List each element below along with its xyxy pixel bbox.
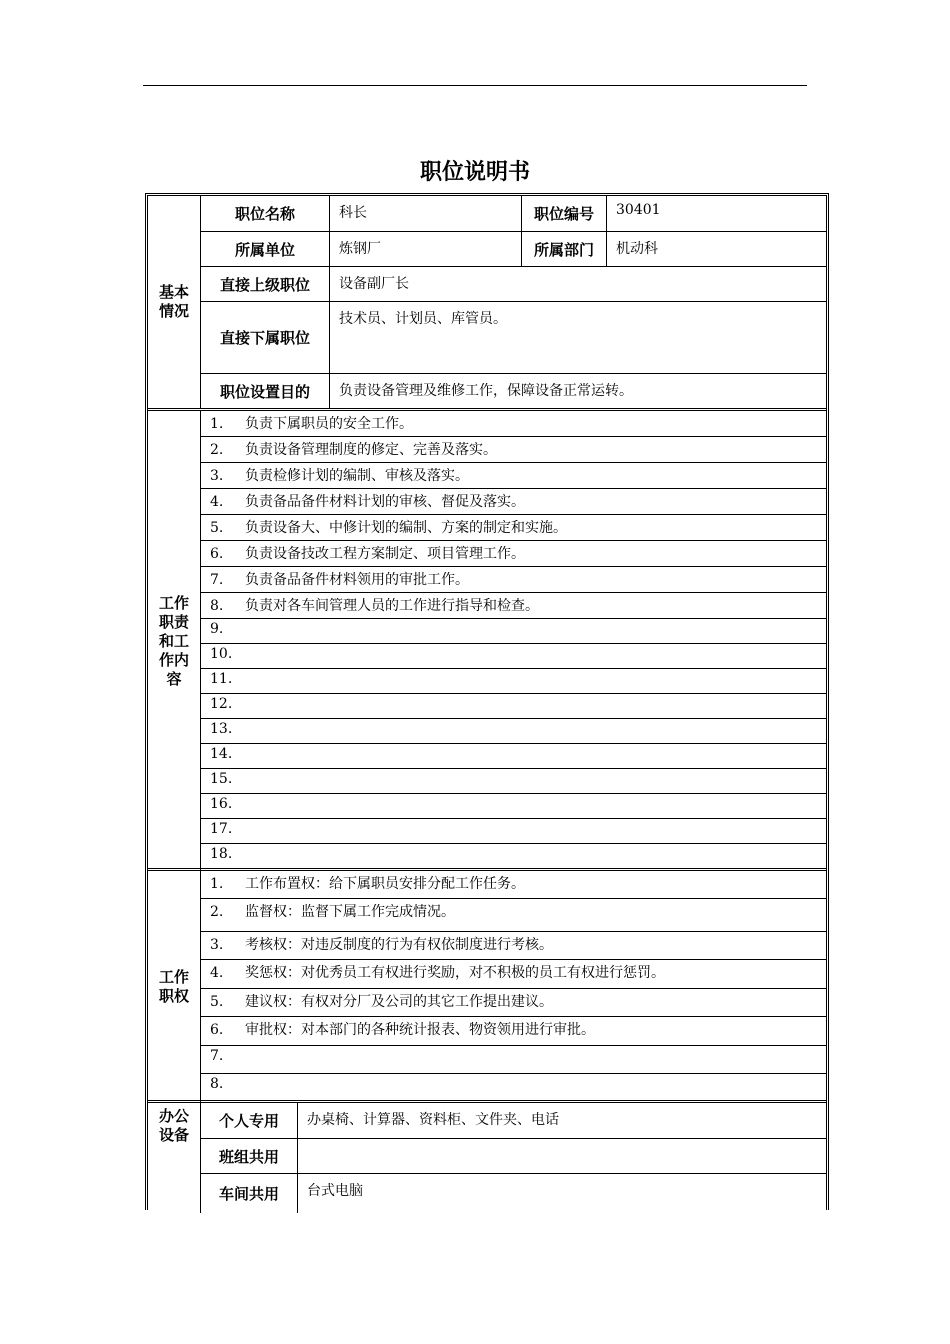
item-number: 3. (210, 937, 224, 953)
item-number: 2. (210, 442, 224, 458)
list-item (201, 769, 826, 794)
purpose-label: 职位设置目的 (201, 374, 330, 408)
superior-value: 设备副厂长 (339, 276, 409, 292)
list-item (201, 489, 826, 515)
row-purpose (201, 374, 826, 408)
superior-label: 直接上级职位 (201, 267, 330, 301)
equipment-section (148, 1100, 826, 1213)
list-item (201, 819, 826, 844)
list-item (201, 463, 826, 489)
list-item (201, 437, 826, 463)
list-item (201, 932, 826, 960)
list-item (201, 989, 826, 1017)
section-label-authority: 工作职权 (148, 871, 201, 1103)
list-item (201, 794, 826, 819)
item-number: 16. (210, 796, 233, 812)
unit-label: 所属单位 (201, 232, 330, 266)
position-name-value: 科长 (330, 196, 522, 231)
workshop-value: 台式电脑 (307, 1183, 363, 1199)
row-personal (201, 1103, 826, 1139)
section-label-basic: 基本情况 (148, 196, 201, 408)
job-description-table (145, 193, 829, 1210)
item-number: 1. (210, 876, 224, 892)
item-text: 负责备品备件材料领用的审批工作。 (245, 572, 469, 588)
item-text: 负责设备管理制度的修定、完善及落实。 (245, 442, 497, 458)
list-item (201, 694, 826, 719)
purpose-value: 负责设备管理及维修工作，保障设备正常运转。 (339, 383, 633, 399)
team-label: 班组共用 (201, 1139, 298, 1173)
item-number: 2. (210, 904, 224, 920)
header-rule (143, 85, 807, 86)
dept-label: 所属部门 (522, 232, 607, 266)
list-item (201, 515, 826, 541)
list-item (201, 719, 826, 744)
item-number: 3. (210, 468, 224, 484)
item-number: 7. (210, 1048, 224, 1064)
item-number: 10. (210, 646, 233, 662)
duties-section (148, 408, 826, 871)
row-superior (201, 267, 826, 302)
position-name-label: 职位名称 (201, 196, 330, 231)
list-item (201, 619, 826, 644)
item-text: 负责设备大、中修计划的编制、方案的制定和实施。 (245, 520, 567, 536)
row-workshop (201, 1174, 826, 1213)
item-text: 考核权：对违反制度的行为有权依制度进行考核。 (245, 937, 553, 953)
list-item (201, 744, 826, 769)
list-item (201, 844, 826, 871)
item-text: 负责设备技改工程方案制定、项目管理工作。 (245, 546, 525, 562)
item-number: 12. (210, 696, 233, 712)
list-item (201, 411, 826, 437)
list-item (201, 1046, 826, 1074)
item-number: 5. (210, 994, 224, 1010)
item-text: 负责备品备件材料计划的审核、督促及落实。 (245, 494, 525, 510)
item-text: 工作布置权：给下属职员安排分配工作任务。 (245, 876, 525, 892)
authority-section (148, 868, 826, 1103)
item-number: 4. (210, 965, 224, 981)
item-number: 8. (210, 598, 224, 614)
item-text: 建议权：有权对分厂及公司的其它工作提出建议。 (245, 994, 553, 1010)
item-number: 4. (210, 494, 224, 510)
item-text: 负责下属职员的安全工作。 (245, 416, 413, 432)
list-item (201, 644, 826, 669)
row-position-name (201, 196, 826, 232)
item-text: 监督权：监督下属工作完成情况。 (245, 904, 455, 920)
item-number: 14. (210, 746, 233, 762)
duties-list (201, 411, 826, 871)
item-number: 1. (210, 416, 224, 432)
item-text: 负责对各车间管理人员的工作进行指导和检查。 (245, 598, 539, 614)
list-item (201, 871, 826, 899)
list-item (201, 669, 826, 694)
list-item (201, 1074, 826, 1103)
personal-label: 个人专用 (201, 1103, 298, 1138)
item-text: 奖惩权：对优秀员工有权进行奖励，对不积极的员工有权进行惩罚。 (245, 965, 665, 981)
basic-section (148, 196, 826, 408)
item-number: 6. (210, 546, 224, 562)
subordinate-label: 直接下属职位 (201, 302, 330, 373)
list-item (201, 899, 826, 932)
section-label-equipment: 办公设备 (148, 1103, 201, 1213)
item-number: 11. (210, 671, 233, 687)
item-number: 5. (210, 520, 224, 536)
list-item (201, 593, 826, 619)
position-no-value: 30401 (616, 202, 661, 218)
section-label-duties: 工作职责和工作内容 (148, 411, 201, 871)
item-number: 9. (210, 621, 224, 637)
list-item (201, 1017, 826, 1046)
item-text: 审批权：对本部门的各种统计报表、物资领用进行审批。 (245, 1022, 595, 1038)
item-number: 15. (210, 771, 233, 787)
row-unit (201, 232, 826, 267)
unit-value: 炼钢厂 (330, 232, 522, 266)
item-number: 13. (210, 721, 233, 737)
item-text: 负责检修计划的编制、审核及落实。 (245, 468, 469, 484)
item-number: 18. (210, 846, 233, 862)
item-number: 17. (210, 821, 233, 837)
list-item (201, 541, 826, 567)
position-no-label: 职位编号 (522, 196, 607, 231)
list-item (201, 960, 826, 989)
item-number: 8. (210, 1076, 224, 1092)
personal-value: 办桌椅、计算器、资料柜、文件夹、电话 (307, 1112, 559, 1128)
authority-list (201, 871, 826, 1103)
subordinate-value: 技术员、计划员、库管员。 (339, 311, 507, 327)
list-item (201, 567, 826, 593)
workshop-label: 车间共用 (201, 1174, 298, 1213)
row-subordinate (201, 302, 826, 374)
item-number: 6. (210, 1022, 224, 1038)
page-title: 职位说明书 (419, 160, 530, 185)
row-team (201, 1139, 826, 1174)
dept-value: 机动科 (616, 241, 658, 257)
item-number: 7. (210, 572, 224, 588)
team-value (298, 1139, 826, 1173)
